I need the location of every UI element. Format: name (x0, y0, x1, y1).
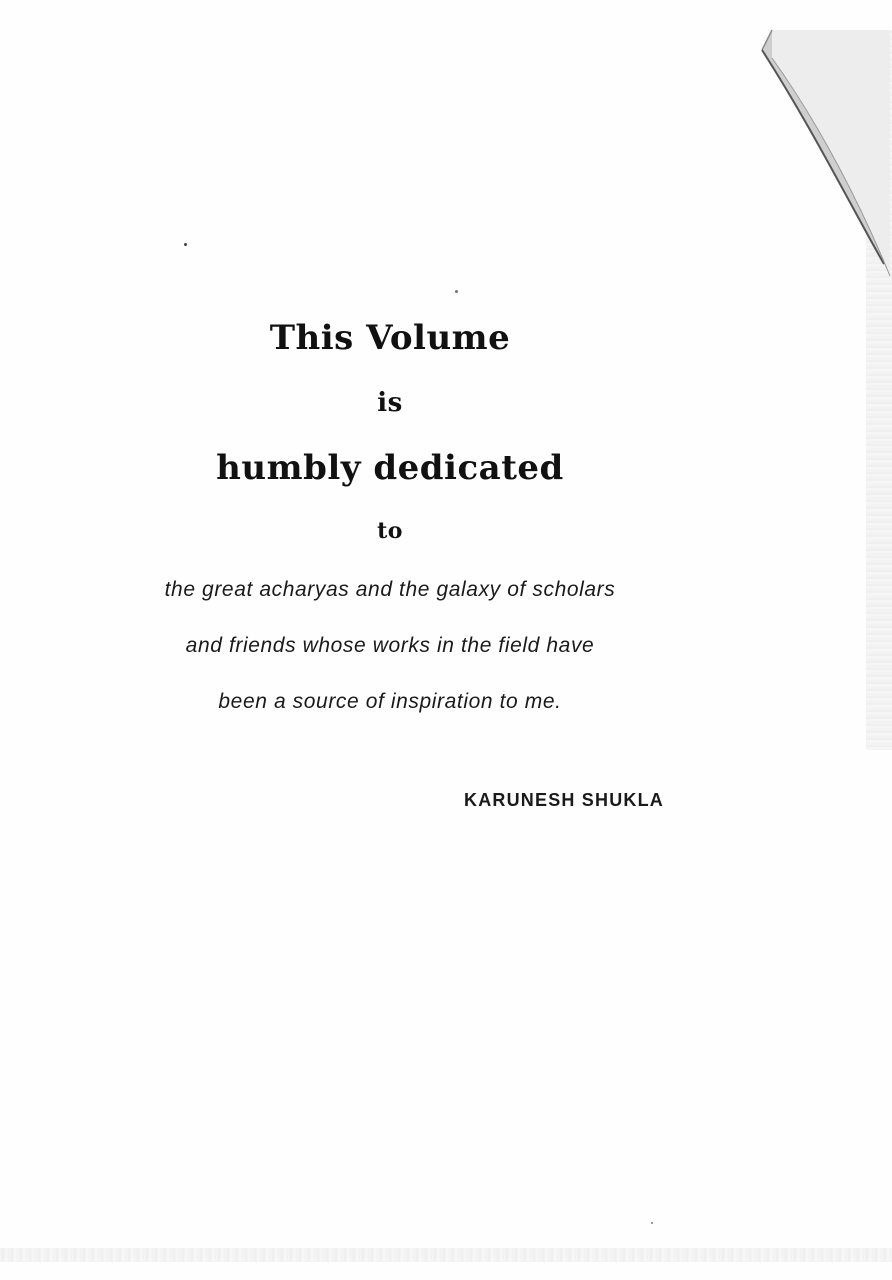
scan-speck (455, 290, 458, 293)
dedication-title: This Volume (269, 318, 511, 358)
scan-speck (184, 243, 187, 246)
dedication-text-line: and friends whose works in the field have (185, 634, 595, 657)
author-name: KARUNESH SHUKLA (464, 790, 665, 810)
scan-edge-bottom (0, 1248, 892, 1262)
dedication-is: is (377, 388, 403, 418)
page-corner-fold (712, 28, 892, 278)
scan-speck (651, 1222, 653, 1224)
dedication-text-line: been a source of inspiration to me. (218, 690, 562, 713)
dedication-to: to (377, 518, 403, 544)
dedication-text-line: the great acharyas and the galaxy of scholars (164, 578, 616, 601)
dedication-humbly-dedicated: humbly dedicated (216, 448, 564, 488)
